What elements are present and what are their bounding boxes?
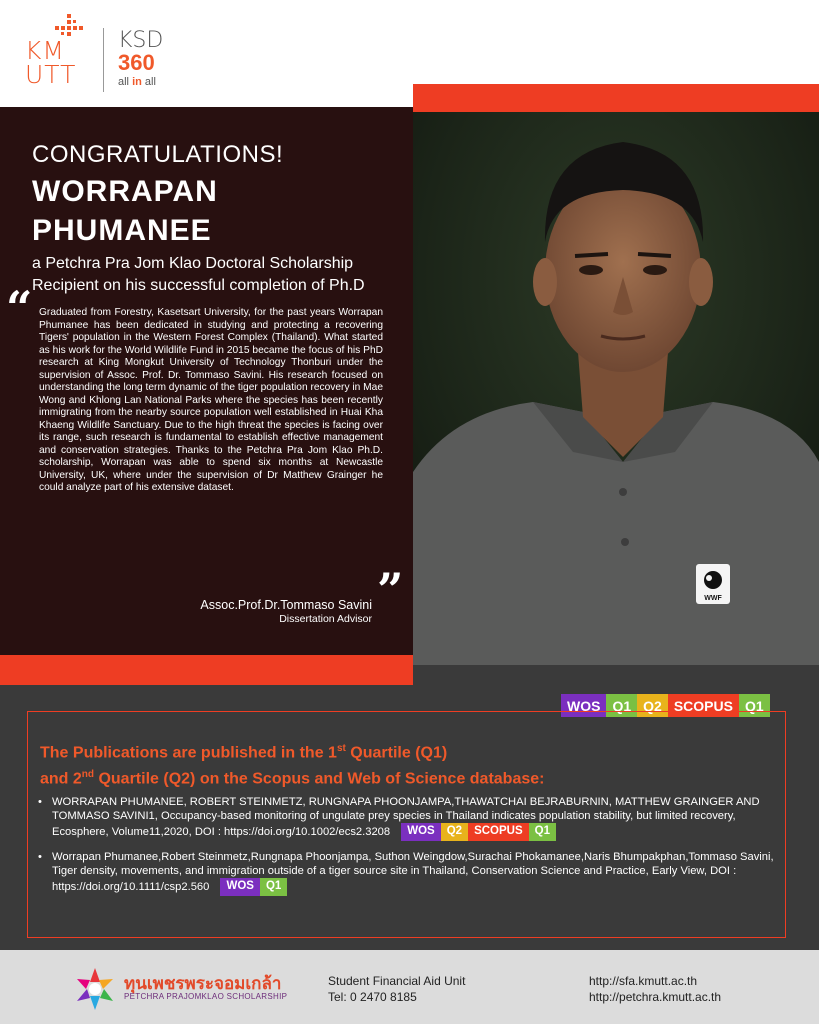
petchra-star-logo-icon bbox=[72, 966, 118, 1012]
publication-item bbox=[38, 851, 778, 896]
publications-box bbox=[27, 711, 786, 938]
testimonial-text: Graduated from Forestry, Kasetsart University, for the past years Worrapan Phumanee has been dedicated in studying and protecting a recovering Tigers' population in the Western Forest Complex (Thailand). What started as his work for the World Wildlife Fund in 2015 became the focus of his PhD research at King Mongkut University of Technology Thonburi under the supervision of Assoc. Prof. Dr. Tommaso Savini. His research focused on understanding the long term dynamic of the tiger population recovery in Mae Wong and Khlong Lan National Parks where the species has been recently immigrating from the nearby source population well established in Huai Kha Khaeng Wildlife Sanctuary. Due to the high threat the species is facing over its range, such research is fundamental to establish effective management and conservation strategies. Thanks to the Petchra Pra Jom Klao Ph.D. scholarship, Worrapan was able to spend six months at Newcastle University, UK, where under the supervision of Dr Matthew Grainger he could analyze part of his extensive dataset. bbox=[39, 307, 383, 493]
ksd360-logo-icon bbox=[118, 28, 198, 92]
badge-q1: Q1 bbox=[260, 878, 287, 896]
footer bbox=[0, 950, 819, 1024]
unit-tel: Tel: 0 2470 8185 bbox=[328, 990, 417, 1004]
kmutt-logo-line1: KM bbox=[25, 36, 65, 65]
svg-text:WWF: WWF bbox=[704, 595, 722, 602]
logo-divider bbox=[103, 28, 104, 92]
publication-list bbox=[38, 796, 778, 906]
accent-bar-mid bbox=[0, 655, 413, 685]
badge-wos: WOS bbox=[401, 823, 440, 841]
badge-wos: WOS bbox=[220, 878, 259, 896]
accent-bar-top bbox=[413, 84, 819, 112]
publication-citation: Worrapan Phumanee,Robert Steinmetz,Rungnapa Phoonjampa, Suthon Weingdow,Surachai Phokamanee,Naris Bhumpakphan,Tommaso Savini, Tiger density, movements, and immigration outside of a tiger source site in Thailand, Conservation Science and Practice, Early View, DOI : https://doi.org/10.1111/csp2.560 bbox=[52, 851, 774, 893]
ksd-logo-line2: 360 bbox=[118, 50, 155, 75]
badge-q1: Q1 bbox=[529, 823, 556, 841]
badge-q2: Q2 bbox=[441, 823, 468, 841]
kmutt-logo-icon bbox=[25, 14, 97, 94]
badge-scopus: SCOPUS bbox=[668, 694, 739, 717]
badge-q2: Q2 bbox=[637, 694, 668, 717]
badge-q1: Q1 bbox=[606, 694, 637, 717]
badge-wos: WOS bbox=[561, 694, 606, 717]
publications-heading: The Publications are published in the 1st Quartile (Q1) and 2nd Quartile (Q2) on the Scopus and Web of Science database: bbox=[40, 743, 545, 788]
congrats-heading: CONGRATULATIONS! bbox=[32, 141, 284, 168]
kmutt-logo-line2: UTT bbox=[25, 60, 77, 89]
publication-citation: WORRAPAN PHUMANEE, ROBERT STEINMETZ, RUNGNAPA PHOONJAMPA,THAWATCHAI BEJRABURNIN, MATTHEW GRAINGER AND TOMMASO SAVINI1, Occupancy-based monitoring of ungulate prey species in Thailand indicates population stability, but limited recovery, Ecosphere, Volume11,2020, DOI : https://doi.org/10.1002/ecs2.3208 bbox=[52, 796, 760, 838]
recipient-name: WORRAPAN PHUMANEE bbox=[32, 175, 218, 247]
unit-name: Student Financial Aid Unit bbox=[328, 974, 466, 988]
scholarship-name-en: PETCHRA PRAJOMKLAO SCHOLARSHIP bbox=[124, 992, 288, 1001]
recipient-subtitle: a Petchra Pra Jom Klao Doctoral Scholarship Recipient on his successful completion of Ph.D bbox=[32, 255, 365, 294]
wwf-panda-icon bbox=[696, 564, 730, 604]
scholarship-name-thai: ทุนเพชรพระจอมเกล้า bbox=[124, 974, 282, 993]
badge-q1-scopus: Q1 bbox=[739, 694, 770, 717]
publication-badges bbox=[220, 878, 287, 896]
contact-urls bbox=[589, 973, 721, 1005]
publication-item bbox=[38, 796, 778, 841]
ksd-logo-tagline: all in all bbox=[118, 76, 156, 88]
contact-info bbox=[328, 973, 465, 1005]
advisor-name: Assoc.Prof.Dr.Tommaso Savini bbox=[200, 598, 372, 612]
url-petchra[interactable]: http://petchra.kmutt.ac.th bbox=[589, 990, 722, 1004]
ksd-logo-line1: KSD bbox=[118, 28, 164, 53]
recipient-photo bbox=[413, 112, 819, 665]
hero-panel bbox=[0, 107, 413, 655]
open-quote-icon: “ bbox=[6, 281, 33, 335]
publication-badges bbox=[401, 823, 556, 841]
url-sfa[interactable]: http://sfa.kmutt.ac.th bbox=[589, 974, 698, 988]
advisor-role: Dissertation Advisor bbox=[279, 613, 372, 625]
close-quote-icon: ” bbox=[377, 563, 404, 617]
badge-scopus: SCOPUS bbox=[468, 823, 529, 841]
